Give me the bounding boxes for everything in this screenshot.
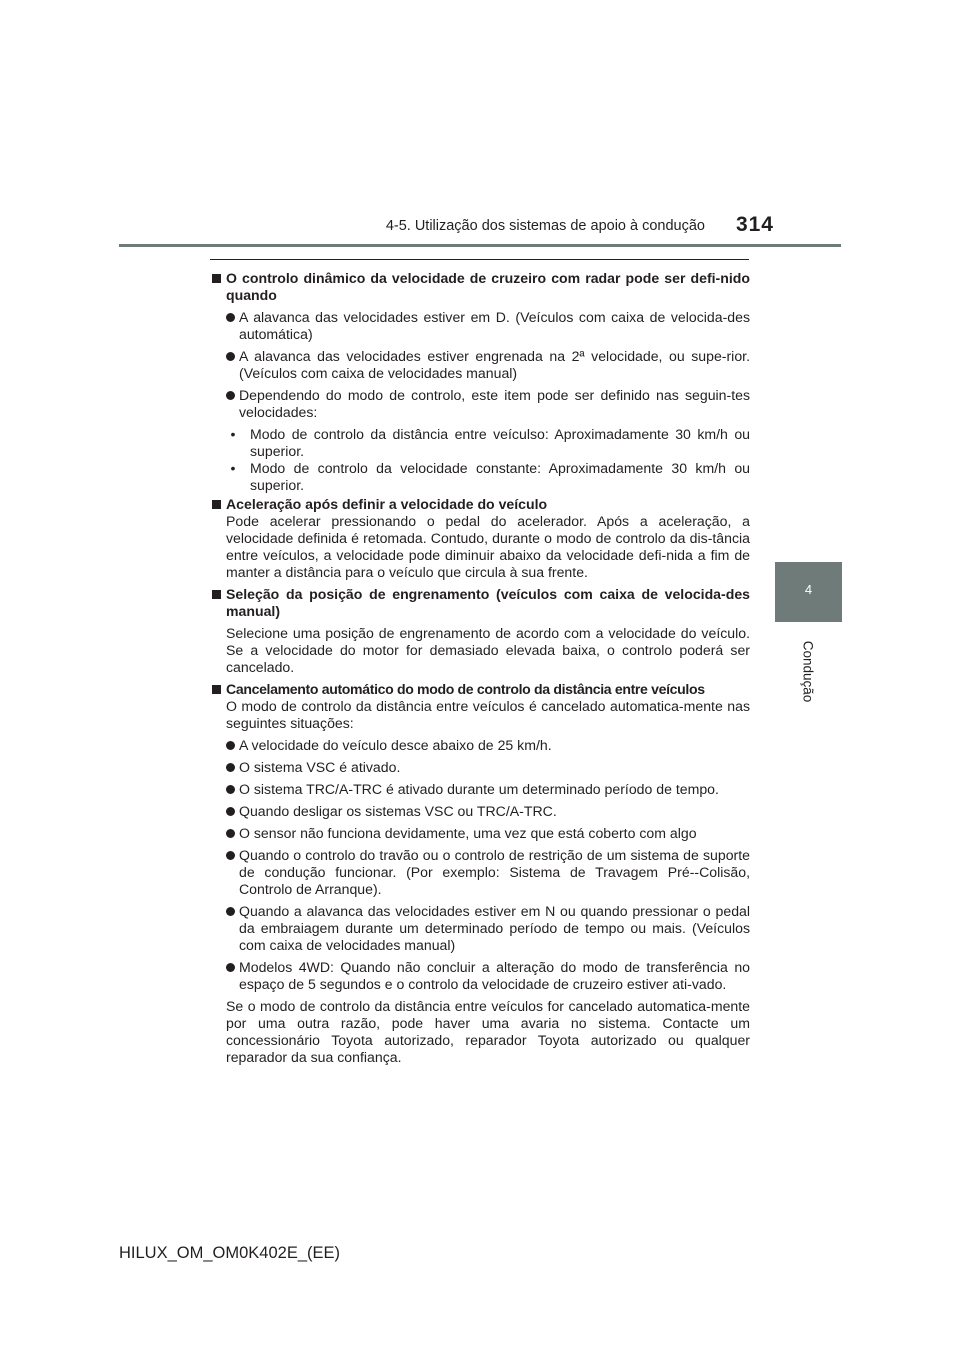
sub-list-item xyxy=(210,460,750,494)
section-title: 4-5. Utilização dos sistemas de apoio à condução xyxy=(385,218,705,234)
list-item xyxy=(210,803,750,820)
small-dot-icon: • xyxy=(230,426,236,442)
list-item-text: Modelos 4WD: Quando não concluir a alteração do modo de transferência no espaço de 5 segundos e o controlo da velocidade de cruzeiro estiver ati-vado. xyxy=(239,959,750,992)
square-bullet-icon xyxy=(212,590,221,599)
page-number: 314 xyxy=(735,213,774,236)
round-bullet-icon xyxy=(226,807,235,816)
list-item xyxy=(210,825,750,842)
section-heading xyxy=(210,496,750,513)
square-bullet-icon xyxy=(212,500,221,509)
chapter-label-text: Condução xyxy=(800,640,815,702)
section-body: Selecione uma posição de engrenamento de acordo com a velocidade do veículo. Se a velocidade do motor for demasiado elevada baixa, o controlo poderá ser cancelado. xyxy=(226,625,750,675)
list-item-text: Dependendo do modo de controlo, este item pode ser definido nas seguin-tes velocidades: xyxy=(239,387,750,420)
section-heading-text: Seleção da posição de engrenamento (veículos com caixa de velocida-des manual) xyxy=(226,586,750,619)
section-closing: Se o modo de controlo da distância entre veículos for cancelado automatica-mente por uma outra razão, pode haver uma avaria no sistema. Contacte um concessionário Toyota autorizado, reparador Toyota autorizado ou qualquer reparador da sua confiança. xyxy=(226,998,750,1065)
section-heading xyxy=(210,586,750,620)
page-content xyxy=(210,270,750,1066)
document-code: HILUX_OM_OM0K402E_(EE) xyxy=(119,1244,341,1262)
list-item xyxy=(210,959,750,993)
round-bullet-icon xyxy=(226,391,235,400)
small-dot-icon: • xyxy=(230,460,236,476)
list-item-text: O sensor não funciona devidamente, uma vez que está coberto com algo xyxy=(239,825,697,841)
chapter-label xyxy=(774,630,841,712)
sub-list-item-text: Modo de controlo da velocidade constante: Aproximadamente 30 km/h ou superior. xyxy=(250,460,750,493)
list-item xyxy=(210,903,750,954)
round-bullet-icon xyxy=(226,313,235,322)
section-heading xyxy=(210,270,750,304)
round-bullet-icon xyxy=(226,763,235,772)
round-bullet-icon xyxy=(226,829,235,838)
round-bullet-icon xyxy=(226,785,235,794)
list-item xyxy=(210,309,750,343)
round-bullet-icon xyxy=(226,963,235,972)
list-item xyxy=(210,737,750,754)
list-item-text: A alavanca das velocidades estiver engrenada na 2ª velocidade, ou supe-rior. (Veículos com caixa de velocidades manual) xyxy=(239,348,750,381)
list-item xyxy=(210,759,750,776)
list-item xyxy=(210,781,750,798)
chapter-tab[interactable] xyxy=(775,562,842,622)
section-heading-text: O controlo dinâmico da velocidade de cruzeiro com radar pode ser defi-nido quando xyxy=(226,270,750,303)
content-top-rule xyxy=(210,259,749,260)
list-item-text: Quando o controlo do travão ou o controlo de restrição de um sistema de suporte de condução funcionar. (Por exemplo: Sistema de Travagem Pré--Colisão, Controlo de Arranque). xyxy=(239,847,750,897)
round-bullet-icon xyxy=(226,741,235,750)
chapter-number: 4 xyxy=(804,582,813,597)
list-item xyxy=(210,847,750,898)
list-item-text: O sistema TRC/A-TRC é ativado durante um determinado período de tempo. xyxy=(239,781,719,797)
round-bullet-icon xyxy=(226,352,235,361)
list-item-text: Quando a alavanca das velocidades estiver em N ou quando pressionar o pedal da embraiagem durante um determinado período de tempo ou mais. (Veículos com caixa de velocidades manual) xyxy=(239,903,750,953)
list-item-text: A alavanca das velocidades estiver em D. (Veículos com caixa de velocida-des automática) xyxy=(239,309,750,342)
square-bullet-icon xyxy=(212,274,221,283)
list-item-text: O sistema VSC é ativado. xyxy=(239,759,401,775)
section-heading-text: Aceleração após definir a velocidade do veículo xyxy=(226,496,548,512)
list-item xyxy=(210,348,750,382)
list-item xyxy=(210,387,750,421)
section-body: Pode acelerar pressionando o pedal do acelerador. Após a aceleração, a velocidade definida é retomada. Contudo, durante o modo de controlo da dis-tância entre veículos, a velocidade pode diminuir abaixo da velocidade defi-nida a fim de manter a distância para o veículo que circula à sua frente. xyxy=(226,513,750,580)
section-heading xyxy=(210,681,750,698)
sub-list-item-text: Modo de controlo da distância entre veículso: Aproximadamente 30 km/h ou superior. xyxy=(250,426,750,459)
round-bullet-icon xyxy=(226,851,235,860)
square-bullet-icon xyxy=(212,685,221,694)
header-rule xyxy=(119,244,841,247)
section-heading-text: Cancelamento automático do modo de controlo da distância entre veículos xyxy=(226,681,705,697)
list-item-text: Quando desligar os sistemas VSC ou TRC/A-TRC. xyxy=(239,803,557,819)
list-item-text: A velocidade do veículo desce abaixo de 25 km/h. xyxy=(239,737,552,753)
section-intro: O modo de controlo da distância entre veículos é cancelado automatica-mente nas seguintes situações: xyxy=(226,698,750,731)
sub-list-item xyxy=(210,426,750,460)
round-bullet-icon xyxy=(226,907,235,916)
